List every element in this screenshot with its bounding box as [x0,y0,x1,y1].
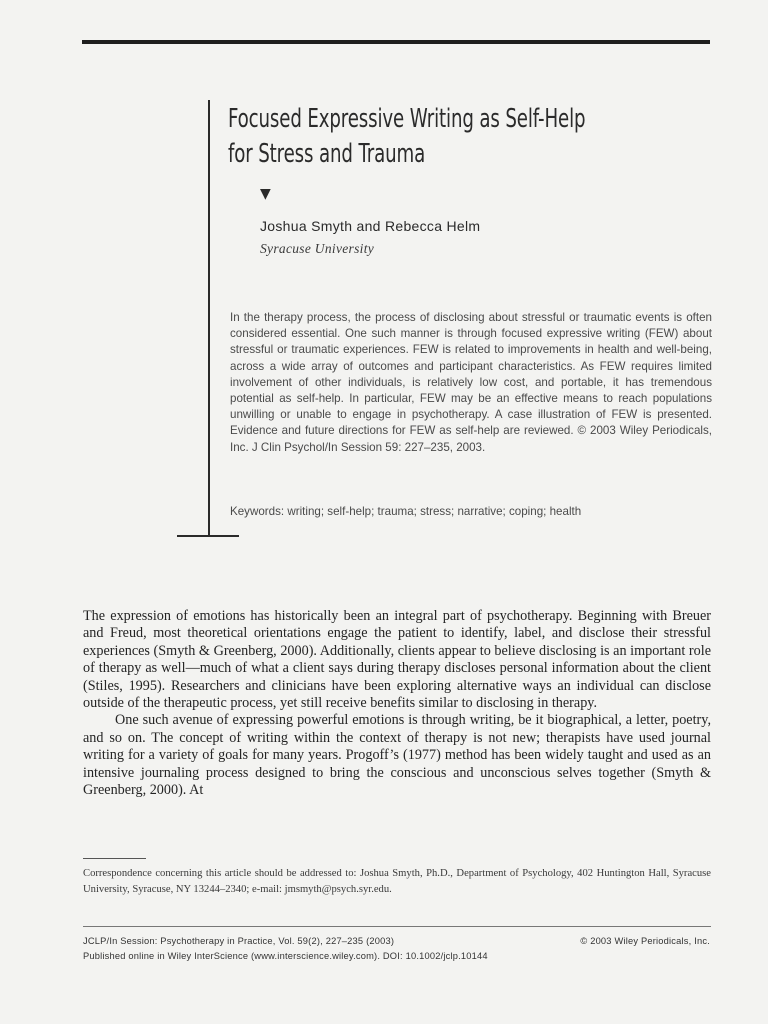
authors: Joshua Smyth and Rebecca Helm [260,218,481,234]
triangle-marker-icon: ▼ [260,186,271,202]
journal-citation: JCLP/In Session: Psychotherapy in Practice, Vol. 59(2), 227–235 (2003) [83,936,395,946]
title-vertical-rule [208,100,210,537]
footer-rule [83,926,711,927]
article-title-line-1: Focused Expressive Writing as Self-Help [228,104,586,134]
abstract: In the therapy process, the process of disclosing about stressful or traumatic events is often considered essential. One such manner is through focused expressive writing (FEW) about stressful or traumatic experiences. FEW is related to improvements in health and well-being, across a wide array of outcomes and participant characteristics. As FEW requires limited involvement of other individuals, is relatively low cost, and portable, it has tremendous potential as self-help. In particular, FEW may be an effective means to reach populations unwilling or unable to engage in psychotherapy. A case illustration of FEW is presented. Evidence and future directions for FEW as self-help are reviewed. © 2003 Wiley Periodicals, Inc. J Clin Psychol/In Session 59: 227–235, 2003. [230,311,712,454]
article-body [83,608,711,799]
body-paragraph-1: The expression of emotions has historically been an integral part of psychotherapy. Beginning with Breuer and Freud, most theoretical orientations engage the patient to identify, label, and disclose their stressful experiences (Smyth & Greenberg, 2000). Additionally, clients appear to believe disclosing is an important role of therapy as well—much of what a client says during therapy discloses personal information about the client (Stiles, 1995). Researchers and clinicians have been exploring alternative ways an individual can disclose outside of the therapeutic process, yet still receive benefits similar to disclosing in therapy. [83,608,711,712]
keywords: Keywords: writing; self-help; trauma; stress; narrative; coping; health [230,505,582,518]
copyright-notice: © 2003 Wiley Periodicals, Inc. [580,936,710,946]
affiliation: Syracuse University [260,241,375,256]
publication-info: Published online in Wiley InterScience (www.interscience.wiley.com). DOI: 10.1002/jclp.10144 [83,951,488,961]
article-title-line-2: for Stress and Trauma [228,139,426,169]
title-block-end-rule [177,535,239,537]
footnote-rule [83,858,146,859]
article-title [228,102,586,172]
correspondence-footnote: Correspondence concerning this article should be addressed to: Joshua Smyth, Ph.D., Department of Psychology, 402 Huntington Hall, Syracuse University, Syracuse, NY 13244–2340; e-mail: jmsmyth@psych.syr.edu. [83,868,711,895]
body-paragraph-2: One such avenue of expressing powerful emotions is through writing, be it biographical, a letter, poetry, and so on. The concept of writing within the context of therapy is not new; therapists have used journal writing for a variety of goals for many years. Progoff’s (1977) method has been widely taught and used as an intensive journaling process designed to bring the conscious and unconscious selves together (Smyth & Greenberg, 2000). At [83,712,711,799]
top-rule [82,40,710,44]
